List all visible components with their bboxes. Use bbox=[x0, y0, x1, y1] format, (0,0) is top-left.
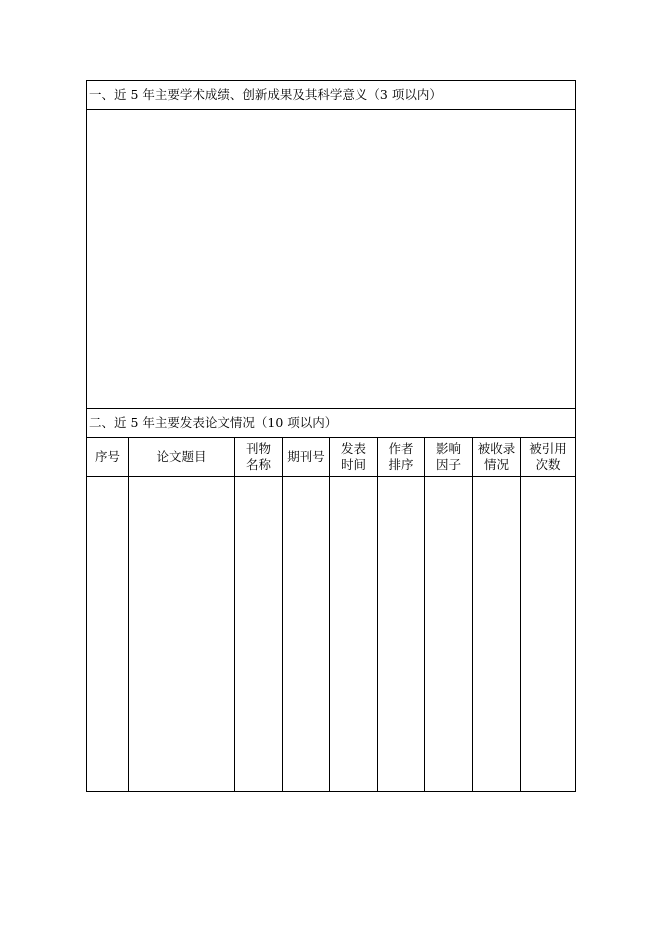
column-header-journal-name: 刊物 名称 bbox=[235, 438, 283, 477]
cell-citation-count[interactable] bbox=[521, 477, 576, 792]
column-header-impact-factor: 影响 因子 bbox=[425, 438, 473, 477]
section1-content-area[interactable] bbox=[87, 110, 576, 409]
cell-journal-name[interactable] bbox=[235, 477, 283, 792]
section1-content-row bbox=[87, 110, 576, 409]
section1-title-row bbox=[87, 81, 576, 110]
column-header-issue-number: 期刊号 bbox=[283, 438, 330, 477]
cell-issue-number[interactable] bbox=[283, 477, 330, 792]
column-header-citation-count: 被引用 次数 bbox=[521, 438, 576, 477]
section2-title: 二、近 5 年主要发表论文情况（10 项以内） bbox=[87, 409, 576, 438]
column-header-author-order: 作者 排序 bbox=[378, 438, 425, 477]
papers-data-row bbox=[87, 477, 576, 792]
section2-title-row bbox=[87, 409, 576, 438]
cell-indexed-status[interactable] bbox=[473, 477, 521, 792]
cell-publish-date[interactable] bbox=[330, 477, 378, 792]
papers-header-row bbox=[87, 438, 576, 477]
column-header-index: 序号 bbox=[87, 438, 129, 477]
column-header-paper-title: 论文题目 bbox=[129, 438, 235, 477]
column-header-indexed-status: 被收录 情况 bbox=[473, 438, 521, 477]
cell-impact-factor[interactable] bbox=[425, 477, 473, 792]
application-form-table bbox=[86, 80, 576, 792]
cell-paper-title[interactable] bbox=[129, 477, 235, 792]
column-header-publish-date: 发表 时间 bbox=[330, 438, 378, 477]
cell-index[interactable] bbox=[87, 477, 129, 792]
cell-author-order[interactable] bbox=[378, 477, 425, 792]
section1-title: 一、近 5 年主要学术成绩、创新成果及其科学意义（3 项以内） bbox=[87, 81, 576, 110]
